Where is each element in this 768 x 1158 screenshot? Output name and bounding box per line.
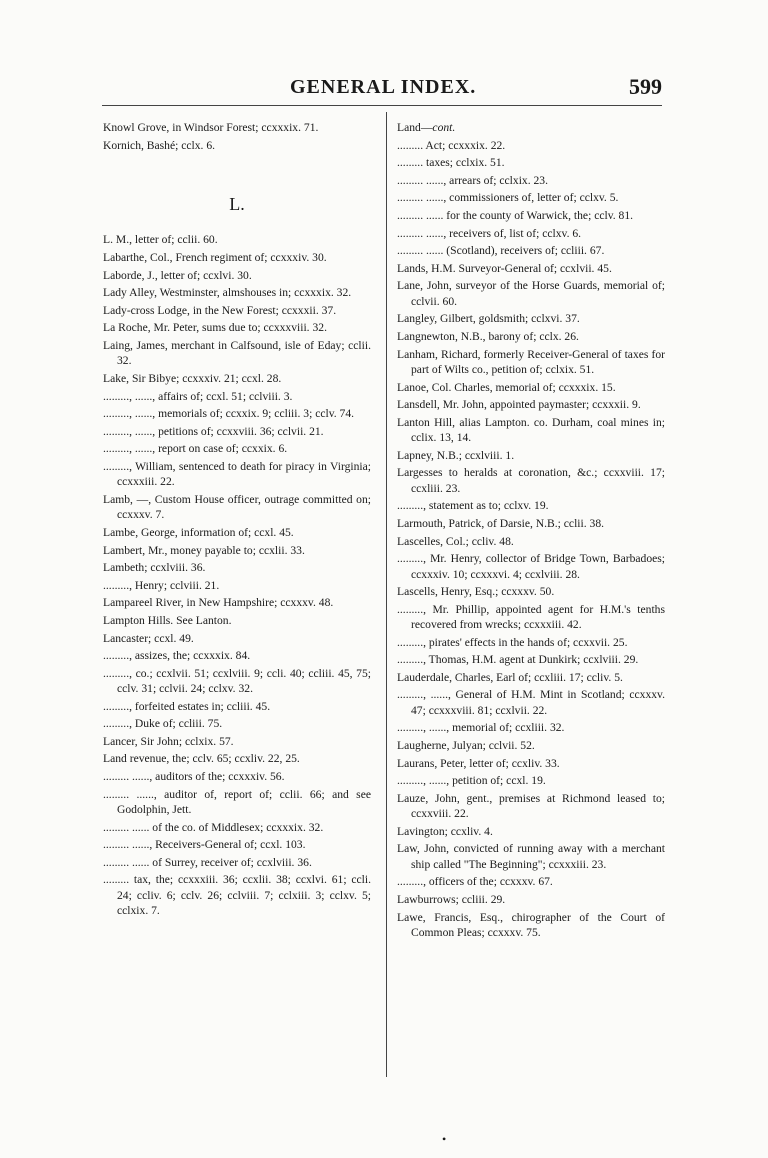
left-column [103,120,371,921]
index-entry: ........., ......, memorials of; ccxxix. 9; ccliii. 3; cclv. 74. [103,407,355,421]
index-entry: La Roche, Mr. Peter, sums due to; ccxxxviii. 32. [103,321,327,335]
index-entry: Lanoe, Col. Charles, memorial of; ccxxxix. 15. [397,380,616,394]
index-entry: ......... tax, the; ccxxxiii. 36; ccxlii. 38; ccxlvi. 61; ccli. 24; ccliv. 6; cclv. 26; cclviii. 7; cclxiii. 3; cclxv. 5; cclxix. 7. [103,873,371,918]
index-entry: Laugherne, Julyan; cclvii. 52. [397,739,535,753]
index-entry: Lamb, —, Custom House officer, outrage committed on; ccxxxv. 7. [103,492,371,522]
index-entry: Land revenue, the; cclv. 65; ccxliv. 22, 25. [103,752,300,766]
index-entry: Lake, Sir Bibye; ccxxxiv. 21; ccxl. 28. [103,371,282,385]
index-entry: ........., Thomas, H.M. agent at Dunkirk; ccxlviii. 29. [397,653,639,667]
index-entry: ........., ......, General of H.M. Mint in Scotland; ccxxxv. 47; ccxxxviii. 81; ccxlvii. 22. [397,688,665,717]
index-entry: ........., ......, petition of; ccxl. 19. [397,774,546,788]
index-entry: ......... ......, arrears of; cclxix. 23. [397,173,548,187]
index-entry: ........., forfeited estates in; ccliii. 45. [103,699,271,713]
index-entry: ........., assizes, the; ccxxxix. 84. [103,649,251,663]
index-entry: Lawburrows; ccliii. 29. [397,893,506,907]
index-entry: Lascells, Henry, Esq.; ccxxxv. 50. [397,585,555,599]
index-entry: Knowl Grove, in Windsor Forest; ccxxxix. 71. [103,121,319,134]
index-entry: Lansdell, Mr. John, appointed paymaster; ccxxxii. 9. [397,398,641,412]
index-entry: ........., Duke of; ccliii. 75. [103,717,223,731]
page-number: 599 [629,74,662,99]
index-entry: ........., Henry; cclviii. 21. [103,578,220,592]
index-entry: ......... taxes; cclxix. 51. [397,156,505,170]
index-entry: Lampton Hills. See Lanton. [103,613,232,627]
index-entry: ......... ...... for the county of Warwick, the; cclv. 81. [397,208,634,222]
index-entry: ........., pirates' effects in the hands of; ccxxvii. 25. [397,635,628,649]
index-entry: Lascelles, Col.; ccliv. 48. [397,534,514,548]
continued-heading: Land—cont. [397,121,456,134]
index-entry: ......... ...... of Surrey, receiver of; ccxlviii. 36. [103,855,312,869]
index-entry: Larmouth, Patrick, of Darsie, N.B.; cclii. 38. [397,516,605,530]
index-entry: ......... ......, auditors of the; ccxxxiv. 56. [103,770,285,784]
index-entry: Lambe, George, information of; ccxl. 45. [103,525,294,539]
index-entry: Laborde, J., letter of; ccxlvi. 30. [103,268,252,282]
index-entry: ........., ......, report on case of; ccxxix. 6. [103,442,288,456]
index-entry: ......... ......, auditor of, report of; cclii. 66; and see Godolphin, Jett. [103,787,371,817]
footer-mark: • [442,1132,447,1146]
index-entry: Lawe, Francis, Esq., chirographer of the Court of Common Pleas; ccxxxv. 75. [397,910,665,940]
index-entry: ......... ......, receivers of, list of; cclxv. 6. [397,226,582,240]
index-entry: Kornich, Bashé; cclx. 6. [103,138,216,152]
index-entry: ......... Act; ccxxxix. 22. [397,138,506,152]
index-entry: ........., Mr. Phillip, appointed agent for H.M.'s tenths recovered from wrecks; ccxxxiii. 42. [397,602,665,632]
continued-label: cont. [432,121,456,134]
column-divider [386,112,387,1077]
index-entry: Langnewton, N.B., barony of; cclx. 26. [397,329,579,343]
index-entry: ........., ......, memorial of; ccxliii. 32. [397,721,565,735]
index-entry: Lane, John, surveyor of the Horse Guards, memorial of; cclvii. 60. [397,279,665,308]
index-entry: Lancer, Sir John; cclxix. 57. [103,734,234,748]
index-entry: Lanham, Richard, formerly Receiver-General of taxes for part of Wilts co., petition of; cclxix. 51. [397,347,665,376]
index-entry: ........., ......, affairs of; ccxl. 51; cclviii. 3. [103,389,293,403]
index-entry: ......... ...... of the co. of Middlesex; ccxxxix. 32. [103,820,324,834]
index-entry: ........., ......, petitions of; ccxxviii. 36; cclvii. 21. [103,424,324,438]
index-entry: Lancaster; ccxl. 49. [103,631,194,645]
index-entry: ......... ......, Receivers-General of; ccxl. 103. [103,838,306,852]
index-entry: Lapney, N.B.; ccxlviii. 1. [397,448,515,462]
index-entry: Lavington; ccxliv. 4. [397,824,493,838]
index-entry: Laurans, Peter, letter of; ccxliv. 33. [397,756,560,770]
page-header [0,76,768,106]
index-entry: Lady Alley, Westminster, almshouses in; ccxxxix. 32. [103,286,352,300]
index-entry: Lambert, Mr., money payable to; ccxlii. 33. [103,543,305,557]
index-entry: ......... ...... (Scotland), receivers of; ccliii. 67. [397,244,605,258]
index-entry: ........., co.; ccxlvii. 51; ccxlviii. 9; ccli. 40; ccliii. 45, 75; cclv. 31; cclvii. 24; cclxv. 32. [103,666,371,696]
index-entry: Lauderdale, Charles, Earl of; ccxliii. 17; ccliv. 5. [397,670,623,684]
index-entry: Lanton Hill, alias Lampton. co. Durham, coal mines in; cclix. 13, 14. [397,415,665,445]
index-entry: Labarthe, Col., French regiment of; ccxxxiv. 30. [103,251,327,264]
index-entry: Lands, H.M. Surveyor-General of; ccxlvii. 45. [397,261,612,275]
index-entry: Langley, Gilbert, goldsmith; cclxvi. 37. [397,312,580,326]
index-entry: ......... ......, commissioners of, letter of; cclxv. 5. [397,191,619,205]
index-entry: ........., William, sentenced to death for piracy in Virginia; ccxxxiii. 22. [103,459,371,489]
index-entry: Lampareel River, in New Hampshire; ccxxxv. 48. [103,596,334,610]
header-rule [102,105,662,106]
index-entry: Lauze, John, gent., premises at Richmond leased to; ccxxviii. 22. [397,791,665,821]
page-title: GENERAL INDEX. [290,76,477,98]
index-entry: ........., statement as to; cclxv. 19. [397,499,549,513]
section-letter: L. [229,194,245,214]
index-entry: Lambeth; ccxlviii. 36. [103,561,206,575]
index-entry: Lady-cross Lodge, in the New Forest; ccxxxii. 37. [103,303,337,317]
index-entry: Law, John, convicted of running away with a merchant ship called "The Beginning"; ccxxxiii. 23. [397,842,665,871]
index-entry: ........., Mr. Henry, collector of Bridge Town, Barbadoes; ccxxxiv. 10; ccxxxvi. 4; ccxlviii. 28. [397,552,665,581]
index-entry: L. M., letter of; cclii. 60. [103,233,218,247]
index-entry: Largesses to heralds at coronation, &c.; ccxxviii. 17; ccxliii. 23. [397,466,665,495]
right-column [397,120,665,943]
index-entry: ........., officers of the; ccxxxv. 67. [397,875,553,889]
index-entry: Laing, James, merchant in Calfsound, isle of Eday; cclii. 32. [103,338,371,368]
